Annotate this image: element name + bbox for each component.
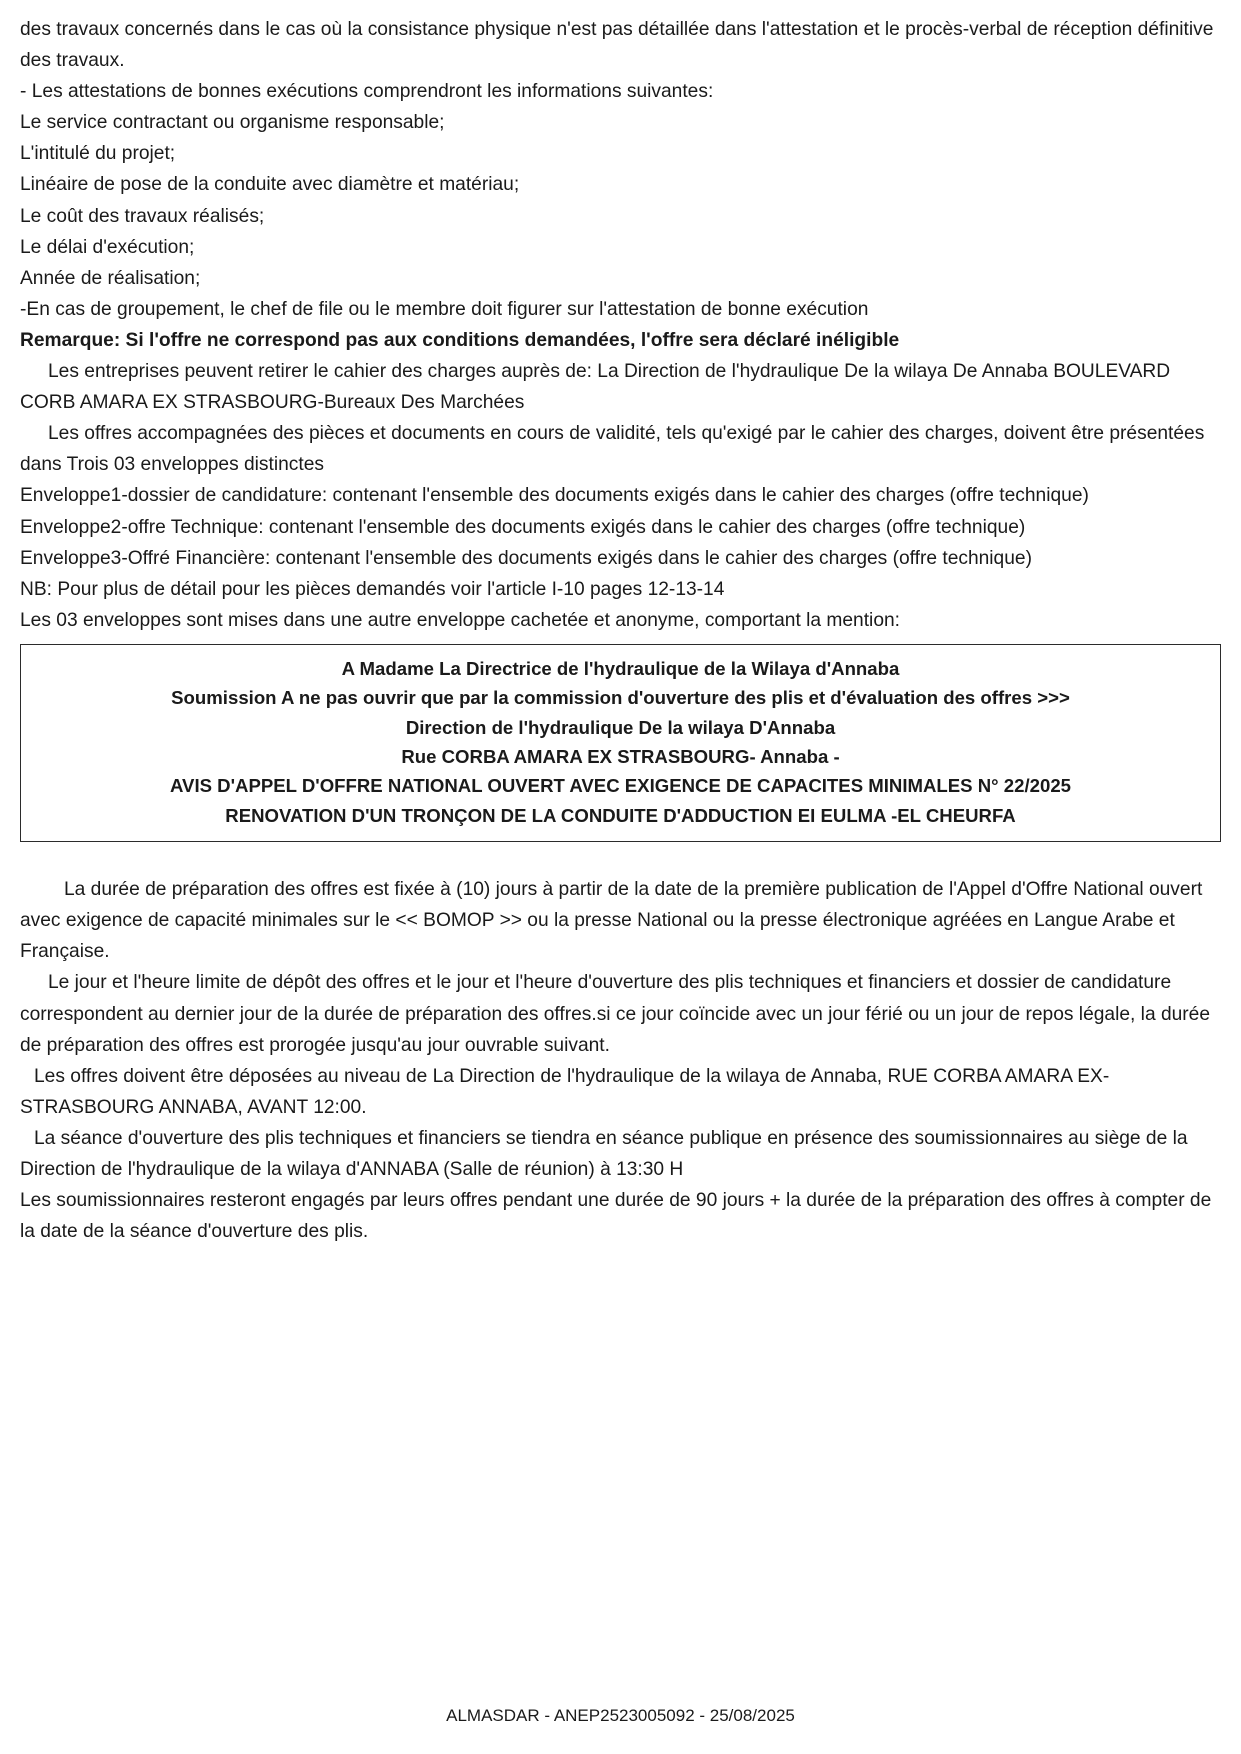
closing-section bbox=[20, 874, 1221, 1247]
list-item-intitule-projet: L'intitulé du projet; bbox=[20, 143, 176, 165]
paragraph-seance-ouverture: La séance d'ouverture des plis techniques et financiers se tiendra en séance publique en présence des soumissionnaires au siège de la Direction de l'hydraulique de la wilaya d'ANNABA (Salle de réunion) à 13:30 H bbox=[20, 1127, 1188, 1180]
address-line-soumission: Soumission A ne pas ouvrir que par la commission d'ouverture des plis et d'évaluation des offres >>> bbox=[171, 687, 1070, 709]
address-line-rue: Rue CORBA AMARA EX STRASBOURG- Annaba - bbox=[401, 746, 840, 767]
paragraph-engagement-soumissionnaires: Les soumissionnaires resteront engagés par leurs offres pendant une durée de 90 jours + la durée de la préparation des offres à compter de la date de la séance d'ouverture des plis. bbox=[20, 1190, 1212, 1243]
paragraph-consistance-physique: des travaux concernés dans le cas où la consistance physique n'est pas détaillée dans l'attestation et le procès-verbal de réception définitive des travaux. bbox=[20, 19, 1214, 72]
bottom-whitespace bbox=[20, 1247, 1221, 1497]
address-mention-box bbox=[20, 644, 1221, 842]
paragraph-jour-heure-limite: Le jour et l'heure limite de dépôt des offres et le jour et l'heure d'ouverture des plis techniques et financiers et dossier de candidature correspondent au dernier jour de la durée de préparation des offres.si ce jour coïncide avec un jour férié ou un jour de repos légale, la durée de préparation des offres est prorogée jusqu'au jour ouvrable suivant. bbox=[20, 972, 1211, 1056]
paragraph-depot-offres: Les offres doivent être déposées au niveau de La Direction de l'hydraulique de la wilaya de Annaba, RUE CORBA AMARA EX-STRASBOURG ANNABA, AVANT 12:00. bbox=[20, 1065, 1110, 1118]
list-item-lineaire-pose: Linéaire de pose de la conduite avec diamètre et matériau; bbox=[20, 174, 520, 196]
paragraph-attestations-intro: - Les attestations de bonnes exécutions comprendront les informations suivantes: bbox=[20, 81, 714, 103]
page-footer: ALMASDAR - ANEP2523005092 - 25/08/2025 bbox=[446, 1706, 795, 1725]
paragraph-nb-detail-pieces: NB: Pour plus de détail pour les pièces demandés voir l'article I-10 pages 12-13-14 bbox=[20, 578, 725, 600]
address-line-avis-appel-offre: AVIS D'APPEL D'OFFRE NATIONAL OUVERT AVEC EXIGENCE DE CAPACITES MINIMALES N° 22/2025 bbox=[170, 775, 1071, 797]
paragraph-enveloppe-1: Enveloppe1-dossier de candidature: contenant l'ensemble des documents exigés dans le cahier des charges (offre technique) bbox=[20, 485, 1089, 507]
list-item-cout-travaux: Le coût des travaux réalisés; bbox=[20, 205, 265, 227]
list-item-delai-execution: Le délai d'exécution; bbox=[20, 236, 195, 258]
paragraph-retrait-cahier-charges: Les entreprises peuvent retirer le cahier des charges auprès de: La Direction de l'hydraulique De la wilaya De Annaba BOULEVARD CORB AMARA EX STRASBOURG-Bureaux Des Marchées bbox=[20, 361, 1171, 414]
address-line-direction: Direction de l'hydraulique De la wilaya D'Annaba bbox=[405, 716, 836, 738]
paragraph-groupement: -En cas de groupement, le chef de file ou le membre doit figurer sur l'attestation de bonne exécution bbox=[20, 298, 869, 320]
paragraph-duree-preparation: La durée de préparation des offres est fixée à (10) jours à partir de la date de la première publication de l'Appel d'Offre National ouvert avec exigence de capacité minimales sur le << BOMOP >> ou la presse National ou la presse électronique agréées en Langue Arabe et Française. bbox=[20, 879, 1203, 963]
paragraph-presentation-offres: Les offres accompagnées des pièces et documents en cours de validité, tels qu'exigé par le cahier des charges, doivent être présentées dans Trois 03 enveloppes distinctes bbox=[20, 423, 1205, 476]
paragraph-enveloppe-3: Enveloppe3-Offré Financière: contenant l'ensemble des documents exigés dans le cahier des charges (offre technique) bbox=[20, 547, 1032, 569]
document-body bbox=[20, 14, 1221, 1497]
list-item-annee-realisation: Année de réalisation; bbox=[20, 267, 201, 289]
paragraph-enveloppe-2: Enveloppe2-offre Technique: contenant l'ensemble des documents exigés dans le cahier des charges (offre technique) bbox=[20, 516, 1026, 538]
paragraph-remarque: Remarque: Si l'offre ne correspond pas aux conditions demandées, l'offre sera déclaré inéligible bbox=[20, 329, 900, 351]
paragraph-mention-intro: Les 03 enveloppes sont mises dans une autre enveloppe cachetée et anonyme, comportant la mention: bbox=[20, 609, 900, 631]
address-line-objet-travaux: RENOVATION D'UN TRONÇON DE LA CONDUITE D'ADDUCTION EI EULMA -EL CHEURFA bbox=[225, 804, 1016, 826]
list-item-service-contractant: Le service contractant ou organisme responsable; bbox=[20, 112, 445, 134]
address-line-directrice: A Madame La Directrice de l'hydraulique de la Wilaya d'Annaba bbox=[341, 657, 900, 679]
